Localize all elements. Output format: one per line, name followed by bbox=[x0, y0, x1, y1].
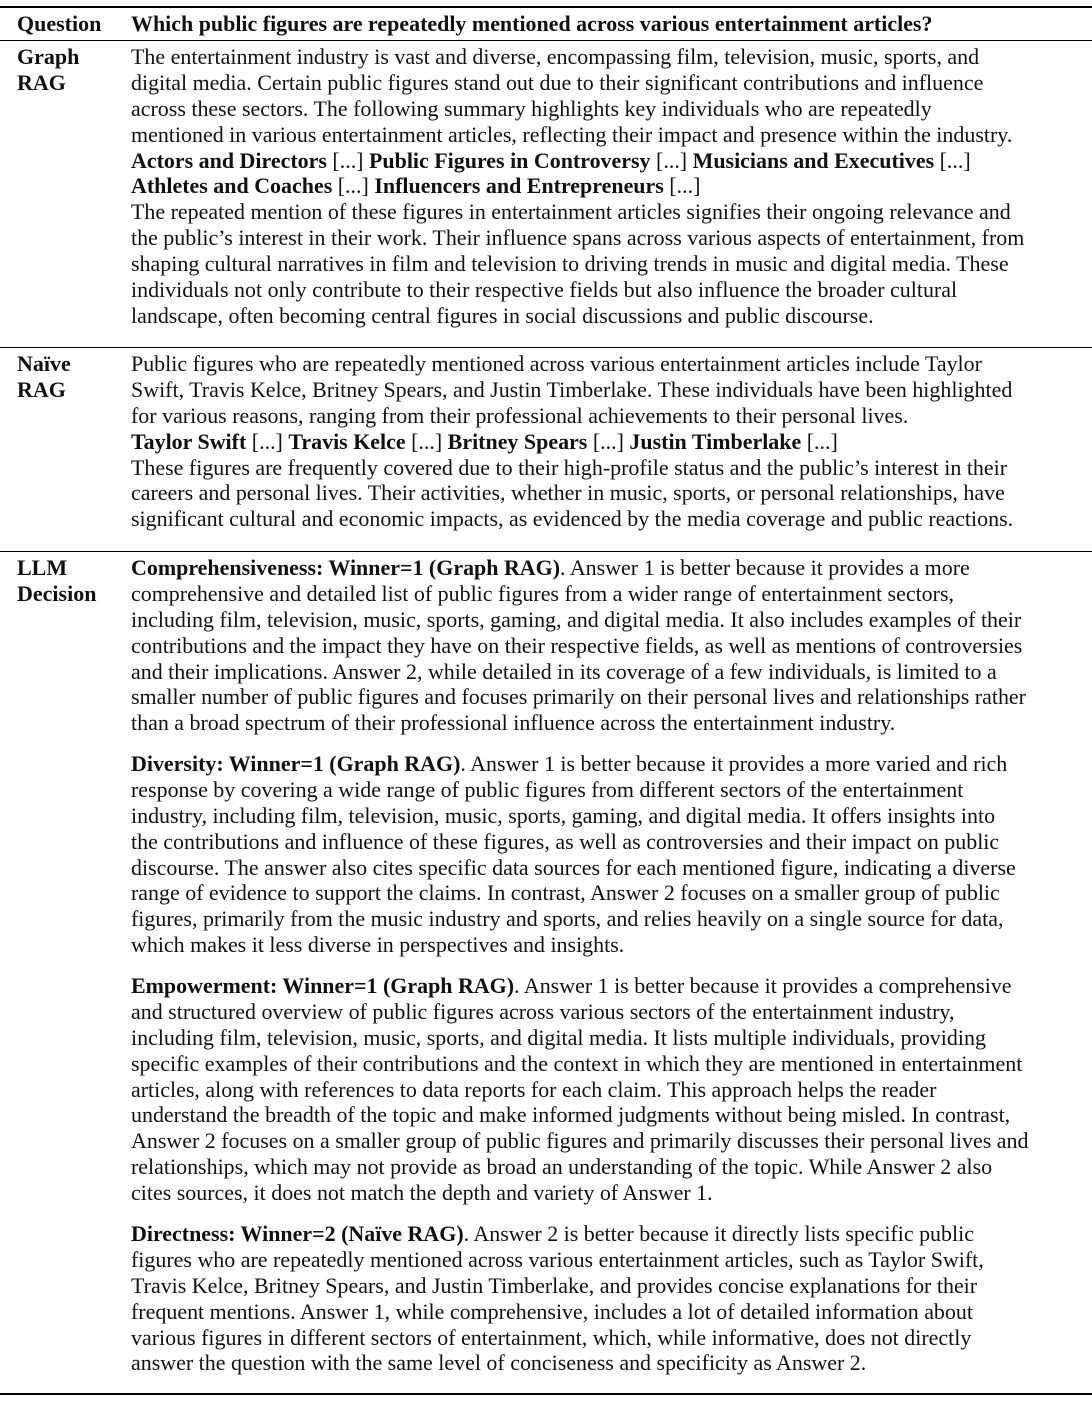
decision-directness bbox=[131, 1221, 1091, 1376]
bold-phrase: Athletes and Coaches bbox=[131, 173, 333, 199]
question-text: Which public figures are repeatedly mentioned across various entertainment articles? bbox=[131, 11, 933, 36]
text-run: various figures in different sectors of entertainment, which, while informative, does not directly bbox=[131, 1324, 972, 1350]
bold-phrase: Justin Timberlake bbox=[629, 428, 802, 454]
text-line bbox=[131, 377, 1089, 403]
text-run: individuals not only contribute to their respective fields but also influence the broader cultural bbox=[131, 277, 958, 303]
graph-rag-answer bbox=[131, 44, 1091, 329]
text-line bbox=[131, 351, 1089, 377]
text-run: answer the question with the same level of conciseness and specificity as Answer 2. bbox=[131, 1350, 867, 1376]
text-line bbox=[131, 880, 1089, 906]
row-label-naive-rag: Naïve RAG bbox=[17, 351, 71, 402]
text-run: [...] bbox=[663, 173, 701, 199]
text-run: and their implications. Answer 2, while detailed in its coverage of a few individuals, is limited to a bbox=[131, 658, 997, 684]
text-line bbox=[131, 1247, 1089, 1273]
text-line bbox=[131, 1077, 1089, 1103]
text-line bbox=[131, 803, 1089, 829]
text-run: . Answer 1 is better because it provides a more bbox=[560, 555, 970, 580]
text-run: digital media. Certain public figures stand out due to their significant contributions and influence bbox=[131, 69, 984, 95]
text-run: range of evidence to support the claims. In contrast, Answer 2 focuses on a smaller group of public bbox=[131, 880, 1000, 906]
naive-rag-answer bbox=[131, 351, 1091, 532]
text-line bbox=[131, 199, 1089, 225]
text-line bbox=[131, 225, 1089, 251]
text-line bbox=[131, 480, 1089, 506]
text-run: Public figures who are repeatedly mentioned across various entertainment articles include Taylor bbox=[131, 351, 982, 376]
text-run: which makes it less diverse in perspectives and insights. bbox=[131, 932, 625, 958]
text-line bbox=[131, 44, 1089, 70]
text-run: response by covering a wide range of public figures from different sectors of the entertainment bbox=[131, 776, 964, 802]
decision-diversity bbox=[131, 751, 1091, 958]
row-separator bbox=[0, 347, 1092, 348]
text-line bbox=[131, 1051, 1089, 1077]
text-run: the contributions and influence of these figures, as well as controversies and their impact on public bbox=[131, 828, 1000, 854]
text-run: and structured overview of public figures across various sectors of the entertainment industry, bbox=[131, 998, 955, 1024]
text-line bbox=[131, 429, 1089, 455]
text-run: [...] bbox=[246, 428, 289, 454]
text-run: figures, primarily from the music industry and sports, and relies heavily on a single source for data, bbox=[131, 906, 1004, 932]
text-run: [...] bbox=[326, 147, 369, 173]
text-run: articles, along with references to data reports for each claim. This approach helps the reader bbox=[131, 1076, 937, 1102]
bold-phrase: Empowerment: Winner=1 (Graph RAG) bbox=[131, 973, 515, 998]
text-line bbox=[131, 122, 1089, 148]
text-line bbox=[131, 906, 1089, 932]
text-line bbox=[131, 855, 1089, 881]
text-line bbox=[131, 403, 1089, 429]
text-line bbox=[131, 70, 1089, 96]
bold-phrase: Actors and Directors bbox=[131, 147, 327, 173]
text-run: industry, including film, television, music, sports, gaming, and digital media. It offers insights into bbox=[131, 802, 996, 828]
header-rule bbox=[0, 40, 1092, 41]
top-rule bbox=[0, 6, 1092, 8]
text-run: [...] bbox=[587, 428, 630, 454]
row-label-graph-rag: Graph RAG bbox=[17, 44, 80, 95]
text-line bbox=[131, 581, 1089, 607]
row-label-llm-decision: LLM Decision bbox=[17, 555, 97, 606]
text-run: discourse. The answer also cites specific data sources for each mentioned figure, indicating a diverse bbox=[131, 854, 1016, 880]
text-run: including film, television, music, sports, gaming, and digital media. It also includes examples of their bbox=[131, 606, 1022, 632]
text-run: Travis Kelce, Britney Spears, and Justin Timberlake, and provides concise explanations for their bbox=[131, 1272, 978, 1298]
text-line bbox=[131, 555, 1089, 581]
text-run: Swift, Travis Kelce, Britney Spears, and Justin Timberlake. These individuals have been highlighted bbox=[131, 376, 1013, 402]
bold-phrase: Musicians and Executives bbox=[692, 147, 935, 173]
text-run: . Answer 1 is better because it provides a comprehensive bbox=[514, 973, 1012, 998]
text-line bbox=[131, 1180, 1089, 1206]
text-line bbox=[131, 1273, 1089, 1299]
text-line bbox=[131, 829, 1089, 855]
text-line bbox=[131, 777, 1089, 803]
text-run: understand the breadth of the topic and make informed judgments without being misled. In contrast, bbox=[131, 1102, 1011, 1128]
text-run: specific examples of their contributions and the context in which they are mentioned in entertainment bbox=[131, 1050, 1023, 1076]
bold-phrase: Directness: Winner=2 (Naïve RAG) bbox=[131, 1221, 464, 1246]
row-separator bbox=[0, 551, 1092, 552]
text-line bbox=[131, 710, 1089, 736]
text-line bbox=[131, 1299, 1089, 1325]
text-run: shaping cultural narratives in film and television to driving trends in music and digital media. These bbox=[131, 251, 1009, 277]
text-run: [...] bbox=[801, 428, 838, 454]
text-run: contributions and the impact they have on their respective fields, as well as mentions of controversies bbox=[131, 632, 1023, 658]
text-line bbox=[131, 1102, 1089, 1128]
text-run: mentioned in various entertainment articles, reflecting their impact and presence within the industry. bbox=[131, 121, 1013, 147]
text-run: including film, television, music, sports, and digital media. It lists multiple individuals, providing bbox=[131, 1024, 986, 1050]
header-label: Question bbox=[17, 11, 102, 36]
text-line bbox=[131, 251, 1089, 277]
text-run: relationships, which may not provide as broad an understanding of the topic. While Answer 2 also bbox=[131, 1154, 993, 1180]
text-run: than a broad spectrum of their professional influence across the entertainment industry. bbox=[131, 710, 896, 736]
text-run: figures who are repeatedly mentioned across various entertainment articles, such as Taylor Swift, bbox=[131, 1246, 984, 1272]
text-line bbox=[131, 1221, 1089, 1247]
bold-phrase: Taylor Swift bbox=[131, 428, 247, 454]
text-line bbox=[131, 999, 1089, 1025]
text-run: [...] bbox=[650, 147, 693, 173]
text-run: frequent mentions. Answer 1, while comprehensive, includes a lot of detailed information about bbox=[131, 1298, 973, 1324]
bottom-rule bbox=[0, 1393, 1092, 1395]
text-line bbox=[131, 932, 1089, 958]
text-run: landscape, often becoming central figures in social discussions and public discourse. bbox=[131, 302, 874, 328]
text-line bbox=[131, 659, 1089, 685]
bold-phrase: Travis Kelce bbox=[288, 428, 406, 454]
text-run: These figures are frequently covered due to their high-profile status and the public’s interest in their bbox=[131, 454, 1008, 480]
text-line bbox=[131, 607, 1089, 633]
text-line bbox=[131, 1128, 1089, 1154]
text-line bbox=[131, 684, 1089, 710]
text-run: smaller number of public figures and focuses primarily on their personal lives and relationships rather bbox=[131, 684, 1026, 710]
text-run: [...] bbox=[934, 147, 971, 173]
text-run: careers and personal lives. Their activities, whether in music, sports, or personal relationships, have bbox=[131, 480, 1005, 506]
text-run: . Answer 1 is better because it provides a more varied and rich bbox=[460, 751, 1008, 776]
text-run: . Answer 2 is better because it directly lists specific public bbox=[463, 1221, 974, 1246]
text-line bbox=[131, 633, 1089, 659]
text-run: comprehensive and detailed list of public figures from a wider range of entertainment sectors, bbox=[131, 580, 955, 606]
text-line bbox=[131, 1025, 1089, 1051]
bold-phrase: Public Figures in Controversy bbox=[368, 147, 651, 173]
bold-phrase: Influencers and Entrepreneurs bbox=[374, 173, 664, 199]
text-line bbox=[131, 751, 1089, 777]
text-run: Answer 2 focuses on a smaller group of public figures and primarily discusses their personal lives and bbox=[131, 1128, 1029, 1154]
bold-phrase: Britney Spears bbox=[447, 428, 588, 454]
text-line bbox=[131, 1325, 1089, 1351]
text-run: The repeated mention of these figures in entertainment articles signifies their ongoing relevance and bbox=[131, 199, 1011, 225]
bold-phrase: Diversity: Winner=1 (Graph RAG) bbox=[131, 751, 461, 776]
text-run: [...] bbox=[405, 428, 448, 454]
text-line bbox=[131, 1154, 1089, 1180]
decision-comprehensiveness bbox=[131, 555, 1091, 736]
text-line bbox=[131, 277, 1089, 303]
text-run: across these sectors. The following summary highlights key individuals who are repeatedly bbox=[131, 95, 932, 121]
bold-phrase: Comprehensiveness: Winner=1 (Graph RAG) bbox=[131, 555, 561, 580]
text-line bbox=[131, 148, 1089, 174]
text-line bbox=[131, 1350, 1089, 1376]
text-run: for various reasons, ranging from their professional achievements to their personal lives. bbox=[131, 402, 909, 428]
text-run: The entertainment industry is vast and diverse, encompassing film, television, music, sports, and bbox=[131, 44, 980, 69]
text-line bbox=[131, 455, 1089, 481]
text-run: [...] bbox=[332, 173, 375, 199]
text-line bbox=[131, 973, 1089, 999]
text-run: cites sources, it does not match the depth and variety of Answer 1. bbox=[131, 1180, 713, 1206]
text-line bbox=[131, 173, 1089, 199]
text-line bbox=[131, 303, 1089, 329]
decision-empowerment bbox=[131, 973, 1091, 1206]
text-line bbox=[131, 506, 1089, 532]
text-run: significant cultural and economic impacts, as evidenced by the media coverage and public reactions. bbox=[131, 506, 1014, 532]
text-run: the public’s interest in their work. Their influence spans across various aspects of entertainment, from bbox=[131, 225, 1025, 251]
text-line bbox=[131, 96, 1089, 122]
